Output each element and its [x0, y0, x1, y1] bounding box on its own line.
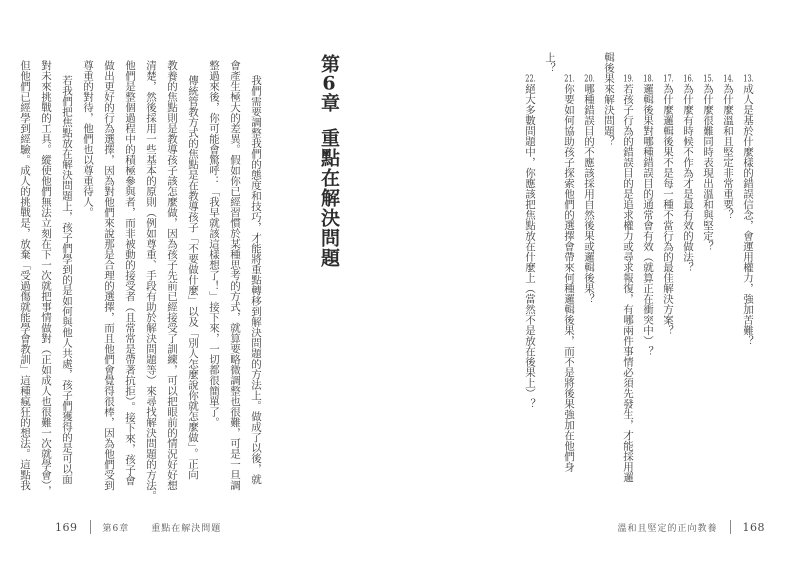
question-number: 14.	[723, 74, 734, 84]
question-number: 20.	[584, 74, 595, 84]
footer-divider	[90, 520, 91, 534]
question-14	[718, 52, 738, 494]
question-15	[698, 52, 718, 494]
left-page-footer	[55, 520, 221, 534]
question-22	[520, 52, 540, 494]
right-page-footer	[617, 520, 765, 534]
question-number: 19.	[623, 74, 634, 84]
question-text: 絕大多數問題中，你應該把焦點放在什麼上（當然不是放在後果上）？	[524, 83, 536, 409]
question-text: 為什麼有時候不作為才是最有效的做法？	[682, 83, 694, 273]
question-number: 16.	[683, 74, 694, 84]
question-text: 為什麼很難同時表現出溫和與堅定？	[702, 83, 714, 252]
chapter-label-suffix: 章	[318, 93, 340, 113]
footer-chapter-title: 重點在解決問題	[151, 523, 222, 534]
paragraph: 若我們把焦點放在解決問題上，孩子們學到的是如何與他人共處，孩子們獲得的是可以面 對未來挑戰的工具。縱使他們無法立刻在下一次就把事情做對（正如成人也很難一次就學會）， 但他們已經學到經驗。成人的挑戰是，放棄「受過傷就能學會教訓」這種瘋狂的想法。這點我	[19, 60, 73, 496]
question-text: 若孩子行為的錯誤目的是追求權力或尋求報復，有哪兩件事情必須先發生，才能採用邏 輯後果來解決問題？	[603, 52, 634, 483]
question-text: 你要如何協助孩子探索他們的選擇會帶來何種邏輯後果，而不是將後果強加在他們身 上？	[544, 52, 575, 472]
right-page-number: 168	[742, 520, 765, 534]
chapter-label-pre: 第	[318, 54, 340, 74]
question-21	[540, 52, 579, 494]
question-text: 哪種錯誤目的不應該採用自然後果或邏輯後果？	[583, 83, 595, 304]
question-text: 邏輯後果對哪種錯誤目的通常會有效（就算正在衝突中）？	[642, 83, 654, 357]
chapter-label	[318, 54, 340, 113]
question-text: 成人是基於什麼樣的錯誤信念，會運用權力，強加苦難？	[742, 83, 754, 346]
question-19	[599, 52, 638, 494]
question-number: 13.	[743, 74, 754, 84]
paragraph: 我們需要調整我們的態度和技巧，才能將重點轉移到解決問題的方法上。做成了以後，就 會產生極大的差異。假如你已經習慣於某種思考的方式，就算要略微調整也很難，可是一旦調 整過來後，你可能會驚呼：「我早就該這樣想了！」接下來，一切都很簡單了。	[208, 60, 262, 491]
question-13	[738, 52, 758, 494]
question-18	[638, 52, 658, 494]
footer-book-title: 溫和且堅定的正向教養	[617, 523, 718, 534]
question-16	[678, 52, 698, 494]
question-17	[658, 52, 678, 494]
left-page-number: 169	[55, 520, 78, 534]
questions-list	[520, 52, 758, 494]
footer-chapter-label: 第6章	[102, 523, 130, 534]
chapter-title: 重點在解決問題	[318, 128, 340, 268]
question-number: 18.	[643, 74, 654, 84]
question-text: 為什麼溫和且堅定非常重要？	[722, 83, 734, 220]
paragraph: 傳統管教方式的焦點是在教導孩子「不要做什麼」以及「別人怎麼說你就怎麼做」。正向 教養的焦點則是教導孩子該怎麼做，因為孩子先前已經接受了訓練，可以把眼前的情況好好想 清楚，然後採用一些基本的原則（例如尊重、手段有助於解決問題等）來尋找解決問題的方法。 他們是整個過程中的積極參與者，而非被動的接受者（且常常是帶著抗拒）。接下來，孩子會 做出更好的行為選擇，因為對他們來說那是合理的選擇，而且他們會覺得很棒，因為他們受到 尊重的對待，他們也以尊重待人。	[82, 60, 199, 501]
question-number: 15.	[703, 74, 714, 84]
chapter-body	[14, 60, 266, 512]
question-number: 21.	[564, 74, 575, 84]
chapter-number: 6	[322, 74, 336, 93]
question-20	[579, 52, 599, 494]
chapter-heading	[316, 54, 343, 268]
footer-divider	[730, 520, 731, 534]
question-text: 為什麼邏輯後果不是每一種不當行為的最佳解決方案？	[662, 83, 674, 336]
question-number: 22.	[525, 74, 536, 84]
question-number: 17.	[663, 74, 674, 84]
